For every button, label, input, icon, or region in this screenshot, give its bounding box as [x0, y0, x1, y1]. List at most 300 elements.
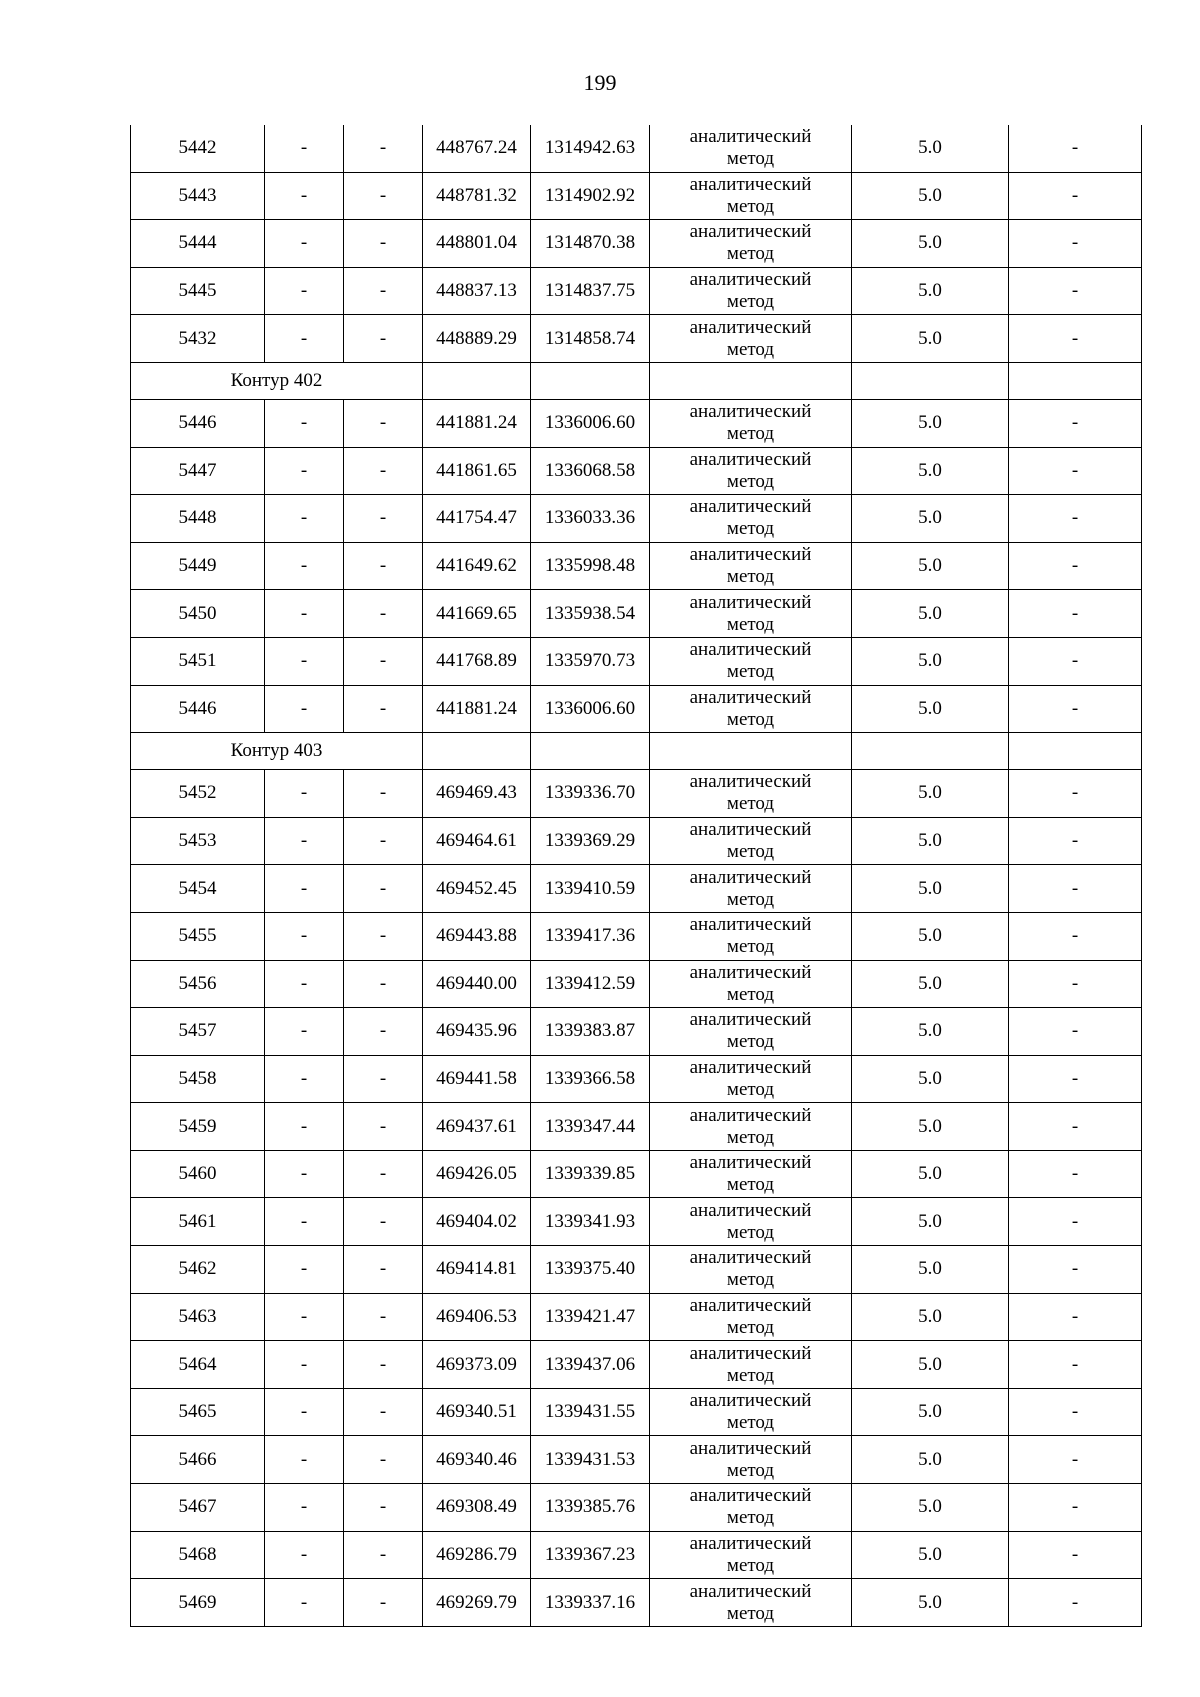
x-coordinate-cell: 469435.96: [423, 1008, 531, 1056]
method-cell: [650, 912, 852, 960]
dash-cell: -: [344, 1055, 423, 1103]
point-number-cell: 5469: [131, 1579, 265, 1627]
dash-cell: -: [265, 1198, 344, 1246]
table-row: [131, 1008, 1142, 1056]
method-line-2: метод: [726, 566, 775, 588]
accuracy-cell: 5.0: [852, 1198, 1009, 1246]
accuracy-cell: 5.0: [852, 637, 1009, 685]
dash-cell: -: [265, 542, 344, 590]
note-cell: -: [1009, 865, 1142, 913]
point-number-cell: 5453: [131, 817, 265, 865]
y-coordinate-cell: 1314837.75: [531, 267, 650, 315]
method-line-2: метод: [726, 338, 775, 360]
table-row: [131, 447, 1142, 495]
note-cell: -: [1009, 447, 1142, 495]
point-number-cell: 5455: [131, 912, 265, 960]
table-row: [131, 220, 1142, 268]
dash-cell: -: [265, 1246, 344, 1294]
point-number-cell: 5458: [131, 1055, 265, 1103]
method-cell: [650, 685, 852, 733]
y-coordinate-cell: 1314858.74: [531, 315, 650, 363]
note-cell: -: [1009, 1436, 1142, 1484]
method-line-2: метод: [726, 470, 775, 492]
note-cell: -: [1009, 960, 1142, 1008]
point-number-cell: 5447: [131, 447, 265, 495]
method-line-1: аналитический: [689, 126, 812, 148]
table-row: [131, 590, 1142, 638]
y-coordinate-cell: 1339375.40: [531, 1246, 650, 1294]
dash-cell: -: [344, 1579, 423, 1627]
method-line-2: метод: [726, 1126, 775, 1148]
table-row: [131, 542, 1142, 590]
y-coordinate-cell: 1314870.38: [531, 220, 650, 268]
note-cell: -: [1009, 1484, 1142, 1532]
table-row: [131, 685, 1142, 733]
accuracy-cell: 5.0: [852, 770, 1009, 818]
method-line-2: метод: [726, 1412, 775, 1434]
x-coordinate-cell: 469340.46: [423, 1436, 531, 1484]
dash-cell: -: [344, 912, 423, 960]
x-coordinate-cell: 469414.81: [423, 1246, 531, 1294]
method-cell: [650, 1246, 852, 1294]
method-line-1: аналитический: [689, 496, 812, 518]
method-cell: [650, 1150, 852, 1198]
method-line-1: аналитический: [689, 819, 812, 841]
note-cell: -: [1009, 1103, 1142, 1151]
dash-cell: -: [265, 1531, 344, 1579]
method-line-2: метод: [726, 1316, 775, 1338]
table-row: [131, 960, 1142, 1008]
x-coordinate-cell: 469404.02: [423, 1198, 531, 1246]
note-cell: -: [1009, 1579, 1142, 1627]
dash-cell: -: [344, 590, 423, 638]
accuracy-cell: 5.0: [852, 1103, 1009, 1151]
y-coordinate-cell: 1339339.85: [531, 1150, 650, 1198]
dash-cell: -: [344, 542, 423, 590]
method-line-2: метод: [726, 708, 775, 730]
note-cell: -: [1009, 817, 1142, 865]
x-coordinate-cell: 441881.24: [423, 399, 531, 447]
dash-cell: -: [344, 960, 423, 1008]
point-number-cell: 5459: [131, 1103, 265, 1151]
point-number-cell: 5464: [131, 1341, 265, 1389]
method-line-2: метод: [726, 1507, 775, 1529]
dash-cell: -: [265, 220, 344, 268]
dash-cell: -: [344, 685, 423, 733]
x-coordinate-cell: 448767.24: [423, 125, 531, 172]
dash-cell: -: [344, 865, 423, 913]
table-row: [131, 1293, 1142, 1341]
note-cell: -: [1009, 1388, 1142, 1436]
accuracy-cell: 5.0: [852, 817, 1009, 865]
y-coordinate-cell: 1335998.48: [531, 542, 650, 590]
page-number: 199: [583, 70, 617, 95]
method-cell: [650, 817, 852, 865]
method-line-2: метод: [726, 793, 775, 815]
method-cell: [650, 1008, 852, 1056]
method-cell: [650, 220, 852, 268]
method-line-1: аналитический: [689, 591, 812, 613]
x-coordinate-cell: 448801.04: [423, 220, 531, 268]
table-row: [131, 495, 1142, 543]
table-row: [131, 125, 1142, 172]
method-line-1: аналитический: [689, 221, 812, 243]
method-cell: [650, 542, 852, 590]
dash-cell: -: [344, 637, 423, 685]
y-coordinate-cell: 1335938.54: [531, 590, 650, 638]
note-cell: -: [1009, 1293, 1142, 1341]
dash-cell: -: [344, 220, 423, 268]
x-coordinate-cell: 469440.00: [423, 960, 531, 1008]
point-number-cell: 5460: [131, 1150, 265, 1198]
method-cell: [650, 1531, 852, 1579]
empty-cell: [531, 733, 650, 770]
empty-cell: [1009, 362, 1142, 399]
table-row: [131, 770, 1142, 818]
point-number-cell: 5457: [131, 1008, 265, 1056]
accuracy-cell: 5.0: [852, 1150, 1009, 1198]
point-number-cell: 5452: [131, 770, 265, 818]
note-cell: -: [1009, 1055, 1142, 1103]
y-coordinate-cell: 1339369.29: [531, 817, 650, 865]
method-line-1: аналитический: [689, 1247, 812, 1269]
accuracy-cell: 5.0: [852, 1341, 1009, 1389]
method-line-1: аналитический: [689, 1485, 812, 1507]
y-coordinate-cell: 1314942.63: [531, 125, 650, 172]
accuracy-cell: 5.0: [852, 1055, 1009, 1103]
note-cell: -: [1009, 1198, 1142, 1246]
point-number-cell: 5446: [131, 399, 265, 447]
method-line-2: метод: [726, 423, 775, 445]
method-line-1: аналитический: [689, 686, 812, 708]
y-coordinate-cell: 1314902.92: [531, 172, 650, 220]
dash-cell: -: [265, 637, 344, 685]
point-number-cell: 5456: [131, 960, 265, 1008]
method-line-2: метод: [726, 1269, 775, 1291]
x-coordinate-cell: 469373.09: [423, 1341, 531, 1389]
method-cell: [650, 315, 852, 363]
note-cell: -: [1009, 1531, 1142, 1579]
dash-cell: -: [265, 495, 344, 543]
note-cell: -: [1009, 1246, 1142, 1294]
accuracy-cell: 5.0: [852, 1484, 1009, 1532]
method-line-1: аналитический: [689, 961, 812, 983]
point-number-cell: 5461: [131, 1198, 265, 1246]
x-coordinate-cell: 469441.58: [423, 1055, 531, 1103]
method-line-2: метод: [726, 195, 775, 217]
method-line-2: метод: [726, 1364, 775, 1386]
point-number-cell: 5449: [131, 542, 265, 590]
contour-label: Контур 402: [131, 362, 423, 399]
dash-cell: -: [265, 817, 344, 865]
y-coordinate-cell: 1339366.58: [531, 1055, 650, 1103]
dash-cell: -: [265, 1484, 344, 1532]
dash-cell: -: [344, 1484, 423, 1532]
x-coordinate-cell: 469308.49: [423, 1484, 531, 1532]
accuracy-cell: 5.0: [852, 1293, 1009, 1341]
method-cell: [650, 495, 852, 543]
table-row: [131, 1436, 1142, 1484]
point-number-cell: 5432: [131, 315, 265, 363]
accuracy-cell: 5.0: [852, 1436, 1009, 1484]
point-number-cell: 5448: [131, 495, 265, 543]
y-coordinate-cell: 1339431.55: [531, 1388, 650, 1436]
method-line-1: аналитический: [689, 544, 812, 566]
dash-cell: -: [344, 1150, 423, 1198]
accuracy-cell: 5.0: [852, 912, 1009, 960]
table-row: [131, 1484, 1142, 1532]
y-coordinate-cell: 1336068.58: [531, 447, 650, 495]
method-cell: [650, 1103, 852, 1151]
method-cell: [650, 399, 852, 447]
contour-header-row: [131, 362, 1142, 399]
method-line-2: метод: [726, 1602, 775, 1624]
method-line-1: аналитический: [689, 401, 812, 423]
method-cell: [650, 770, 852, 818]
method-line-2: метод: [726, 518, 775, 540]
method-line-2: метод: [726, 291, 775, 313]
dash-cell: -: [265, 912, 344, 960]
method-line-1: аналитический: [689, 1009, 812, 1031]
table-body: [131, 125, 1142, 1626]
x-coordinate-cell: 441768.89: [423, 637, 531, 685]
method-line-2: метод: [726, 1554, 775, 1576]
method-line-1: аналитический: [689, 914, 812, 936]
point-number-cell: 5467: [131, 1484, 265, 1532]
method-cell: [650, 637, 852, 685]
method-cell: [650, 960, 852, 1008]
method-line-1: аналитический: [689, 1342, 812, 1364]
method-line-1: аналитический: [689, 448, 812, 470]
dash-cell: -: [344, 1103, 423, 1151]
method-line-1: аналитический: [689, 1532, 812, 1554]
y-coordinate-cell: 1339412.59: [531, 960, 650, 1008]
dash-cell: -: [344, 1341, 423, 1389]
dash-cell: -: [344, 495, 423, 543]
dash-cell: -: [344, 125, 423, 172]
method-line-1: аналитический: [689, 771, 812, 793]
accuracy-cell: 5.0: [852, 399, 1009, 447]
empty-cell: [1009, 733, 1142, 770]
x-coordinate-cell: 441649.62: [423, 542, 531, 590]
note-cell: -: [1009, 912, 1142, 960]
note-cell: -: [1009, 1150, 1142, 1198]
dash-cell: -: [344, 447, 423, 495]
method-cell: [650, 125, 852, 172]
point-number-cell: 5466: [131, 1436, 265, 1484]
empty-cell: [423, 362, 531, 399]
x-coordinate-cell: 469426.05: [423, 1150, 531, 1198]
dash-cell: -: [344, 1293, 423, 1341]
accuracy-cell: 5.0: [852, 542, 1009, 590]
method-cell: [650, 590, 852, 638]
method-line-2: метод: [726, 243, 775, 265]
dash-cell: -: [265, 960, 344, 1008]
accuracy-cell: 5.0: [852, 1531, 1009, 1579]
note-cell: -: [1009, 220, 1142, 268]
method-line-1: аналитический: [689, 1104, 812, 1126]
dash-cell: -: [344, 1388, 423, 1436]
dash-cell: -: [344, 172, 423, 220]
note-cell: -: [1009, 1008, 1142, 1056]
dash-cell: -: [344, 770, 423, 818]
note-cell: -: [1009, 495, 1142, 543]
x-coordinate-cell: 469469.43: [423, 770, 531, 818]
dash-cell: -: [265, 447, 344, 495]
method-line-1: аналитический: [689, 1152, 812, 1174]
method-line-2: метод: [726, 1031, 775, 1053]
dash-cell: -: [265, 1579, 344, 1627]
method-line-2: метод: [726, 1174, 775, 1196]
accuracy-cell: 5.0: [852, 590, 1009, 638]
accuracy-cell: 5.0: [852, 1246, 1009, 1294]
dash-cell: -: [265, 399, 344, 447]
dash-cell: -: [265, 125, 344, 172]
dash-cell: -: [265, 1008, 344, 1056]
method-cell: [650, 1436, 852, 1484]
y-coordinate-cell: 1336033.36: [531, 495, 650, 543]
dash-cell: -: [265, 590, 344, 638]
contour-label: Контур 403: [131, 733, 423, 770]
table-row: [131, 1198, 1142, 1246]
dash-cell: -: [344, 399, 423, 447]
dash-cell: -: [344, 1008, 423, 1056]
table-row: [131, 865, 1142, 913]
dash-cell: -: [265, 865, 344, 913]
table-row: [131, 172, 1142, 220]
accuracy-cell: 5.0: [852, 220, 1009, 268]
note-cell: -: [1009, 315, 1142, 363]
x-coordinate-cell: 469452.45: [423, 865, 531, 913]
y-coordinate-cell: 1339337.16: [531, 1579, 650, 1627]
note-cell: -: [1009, 685, 1142, 733]
table-row: [131, 1103, 1142, 1151]
dash-cell: -: [344, 1436, 423, 1484]
method-cell: [650, 1055, 852, 1103]
note-cell: -: [1009, 542, 1142, 590]
y-coordinate-cell: 1339431.53: [531, 1436, 650, 1484]
table-row: [131, 1341, 1142, 1389]
y-coordinate-cell: 1339336.70: [531, 770, 650, 818]
y-coordinate-cell: 1335970.73: [531, 637, 650, 685]
method-line-2: метод: [726, 613, 775, 635]
y-coordinate-cell: 1336006.60: [531, 685, 650, 733]
table-row: [131, 1150, 1142, 1198]
x-coordinate-cell: 469286.79: [423, 1531, 531, 1579]
table-row: [131, 399, 1142, 447]
empty-cell: [650, 362, 852, 399]
dash-cell: -: [265, 770, 344, 818]
accuracy-cell: 5.0: [852, 685, 1009, 733]
y-coordinate-cell: 1339421.47: [531, 1293, 650, 1341]
y-coordinate-cell: 1339383.87: [531, 1008, 650, 1056]
accuracy-cell: 5.0: [852, 447, 1009, 495]
table-row: [131, 267, 1142, 315]
x-coordinate-cell: 441669.65: [423, 590, 531, 638]
accuracy-cell: 5.0: [852, 495, 1009, 543]
dash-cell: -: [344, 1198, 423, 1246]
accuracy-cell: 5.0: [852, 315, 1009, 363]
dash-cell: -: [265, 172, 344, 220]
method-cell: [650, 267, 852, 315]
point-number-cell: 5442: [131, 125, 265, 172]
empty-cell: [852, 362, 1009, 399]
y-coordinate-cell: 1339417.36: [531, 912, 650, 960]
table-row: [131, 1579, 1142, 1627]
contour-header-row: [131, 733, 1142, 770]
y-coordinate-cell: 1339437.06: [531, 1341, 650, 1389]
point-number-cell: 5446: [131, 685, 265, 733]
note-cell: -: [1009, 172, 1142, 220]
note-cell: -: [1009, 267, 1142, 315]
y-coordinate-cell: 1339347.44: [531, 1103, 650, 1151]
table-row: [131, 1531, 1142, 1579]
method-cell: [650, 1293, 852, 1341]
table-row: [131, 1388, 1142, 1436]
method-line-1: аналитический: [689, 1390, 812, 1412]
method-line-1: аналитический: [689, 866, 812, 888]
table-row: [131, 817, 1142, 865]
method-line-2: метод: [726, 1078, 775, 1100]
method-line-2: метод: [726, 661, 775, 683]
method-cell: [650, 1198, 852, 1246]
dash-cell: -: [344, 817, 423, 865]
note-cell: -: [1009, 399, 1142, 447]
accuracy-cell: 5.0: [852, 172, 1009, 220]
method-line-2: метод: [726, 888, 775, 910]
point-number-cell: 5444: [131, 220, 265, 268]
dash-cell: -: [265, 1341, 344, 1389]
method-line-1: аналитический: [689, 1199, 812, 1221]
dash-cell: -: [344, 267, 423, 315]
method-line-1: аналитический: [689, 639, 812, 661]
method-cell: [650, 1341, 852, 1389]
empty-cell: [852, 733, 1009, 770]
table-row: [131, 637, 1142, 685]
note-cell: -: [1009, 637, 1142, 685]
x-coordinate-cell: 469443.88: [423, 912, 531, 960]
dash-cell: -: [344, 315, 423, 363]
table-row: [131, 912, 1142, 960]
dash-cell: -: [265, 1436, 344, 1484]
method-cell: [650, 172, 852, 220]
dash-cell: -: [265, 685, 344, 733]
note-cell: -: [1009, 1341, 1142, 1389]
method-line-2: метод: [726, 148, 775, 170]
point-number-cell: 5465: [131, 1388, 265, 1436]
accuracy-cell: 5.0: [852, 1008, 1009, 1056]
x-coordinate-cell: 469269.79: [423, 1579, 531, 1627]
x-coordinate-cell: 448837.13: [423, 267, 531, 315]
x-coordinate-cell: 469437.61: [423, 1103, 531, 1151]
accuracy-cell: 5.0: [852, 865, 1009, 913]
x-coordinate-cell: 469340.51: [423, 1388, 531, 1436]
dash-cell: -: [265, 1103, 344, 1151]
dash-cell: -: [265, 267, 344, 315]
method-line-1: аналитический: [689, 1056, 812, 1078]
accuracy-cell: 5.0: [852, 267, 1009, 315]
dash-cell: -: [265, 1055, 344, 1103]
method-line-2: метод: [726, 1221, 775, 1243]
table-row: [131, 315, 1142, 363]
y-coordinate-cell: 1339341.93: [531, 1198, 650, 1246]
method-line-1: аналитический: [689, 316, 812, 338]
coordinates-table: [130, 125, 1142, 1627]
dash-cell: -: [265, 1293, 344, 1341]
dash-cell: -: [265, 1388, 344, 1436]
y-coordinate-cell: 1339410.59: [531, 865, 650, 913]
x-coordinate-cell: 448889.29: [423, 315, 531, 363]
